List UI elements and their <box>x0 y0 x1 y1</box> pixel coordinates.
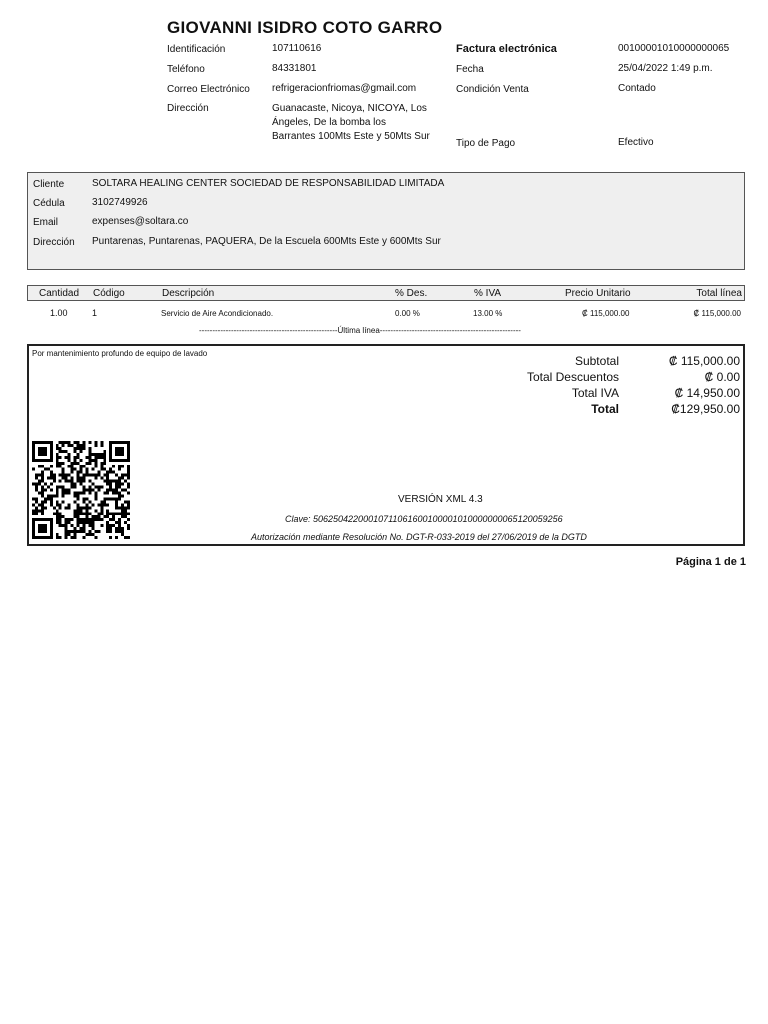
vat-total-value: ₡ 14,950.00 <box>674 386 740 400</box>
issuer-phone-value: 84331801 <box>272 63 317 74</box>
row-code: 1 <box>92 308 98 318</box>
client-cedula-value: 3102749926 <box>92 197 148 208</box>
col-code-header: Código <box>93 288 125 299</box>
vat-total-label: Total IVA <box>571 386 619 400</box>
col-desc-header: Descripción <box>162 288 215 299</box>
page-indicator: Página 1 de 1 <box>675 556 746 568</box>
issuer-address-line1: Guanacaste, Nicoya, NICOYA, Los <box>272 103 427 114</box>
issuer-id-value: 107110616 <box>272 43 322 54</box>
grand-total-label: Total <box>591 402 619 416</box>
issuer-name: GIOVANNI ISIDRO COTO GARRO <box>167 18 443 37</box>
client-name-value: SOLTARA HEALING CENTER SOCIEDAD DE RESPONSABILIDAD LIMITADA <box>92 178 445 189</box>
client-address-value: Puntarenas, Puntarenas, PAQUERA, De la Escuela 600Mts Este y 600Mts Sur <box>92 236 441 247</box>
subtotal-value: ₡ 115,000.00 <box>668 354 740 368</box>
row-discount: 0.00 % <box>395 309 420 318</box>
items-header-row <box>27 285 745 301</box>
invoice-payment-label: Tipo de Pago <box>456 138 516 149</box>
issuer-phone-label: Teléfono <box>167 64 205 75</box>
issuer-address-line2: Ángeles, De la bomba los <box>272 117 386 128</box>
issuer-address-line3: Barrantes 100Mts Este y 50Mts Sur <box>272 131 430 142</box>
invoice-payment-value: Efectivo <box>618 137 654 148</box>
col-unit-price-header: Precio Unitario <box>565 288 631 299</box>
client-address-label: Dirección <box>33 237 75 248</box>
xml-version: VERSIÓN XML 4.3 <box>398 494 483 505</box>
issuer-id-label: Identificación <box>167 44 226 55</box>
totals-box <box>27 344 745 546</box>
invoice-number: 00100001010000000065 <box>618 43 730 54</box>
qr-code-icon <box>32 440 130 540</box>
col-total-header: Total línea <box>696 288 742 299</box>
issuer-email-label: Correo Electrónico <box>167 84 250 95</box>
col-discount-header: % Des. <box>395 288 428 299</box>
grand-total-value: ₡129,950.00 <box>671 402 740 416</box>
authorization-note: Autorización mediante Resolución No. DGT-R-033-2019 del 27/06/2019 de la DGTD <box>251 532 587 542</box>
client-email-value: expenses@soltara.co <box>92 216 189 227</box>
client-cedula-label: Cédula <box>33 198 65 209</box>
discounts-label: Total Descuentos <box>526 370 619 384</box>
invoice-type: Factura electrónica <box>456 43 557 55</box>
invoice-notes: Por mantenimiento profundo de equipo de lavado <box>32 349 208 358</box>
row-vat: 13.00 % <box>473 309 503 318</box>
row-total: ₡ 115,000.00 <box>693 309 741 318</box>
invoice-date-value: 25/04/2022 1:49 p.m. <box>618 63 713 74</box>
discounts-value: ₡ 0.00 <box>704 370 740 384</box>
subtotal-label: Subtotal <box>574 354 619 368</box>
client-box <box>27 172 745 270</box>
row-qty: 1.00 <box>50 308 68 318</box>
row-unit-price: ₡ 115,000.00 <box>582 309 630 318</box>
issuer-email-value: refrigeracionfriomas@gmail.com <box>272 83 417 94</box>
items-body <box>27 301 745 341</box>
row-desc: Servicio de Aire Acondicionado. <box>161 309 274 318</box>
client-name-label: Cliente <box>33 179 65 190</box>
col-vat-header: % IVA <box>474 288 502 299</box>
issuer-address-label: Dirección <box>167 103 209 114</box>
invoice-condition-label: Condición Venta <box>456 84 529 95</box>
invoice-date-label: Fecha <box>456 64 484 75</box>
last-line-marker: ----------------------------------------------------Última línea----------------------------------------------------- <box>199 326 521 335</box>
client-email-label: Email <box>33 217 59 228</box>
clave: Clave: 50625042200010711061600100001010000000065120059256 <box>285 514 563 524</box>
invoice-condition-value: Contado <box>618 83 656 94</box>
col-qty-header: Cantidad <box>39 288 80 299</box>
